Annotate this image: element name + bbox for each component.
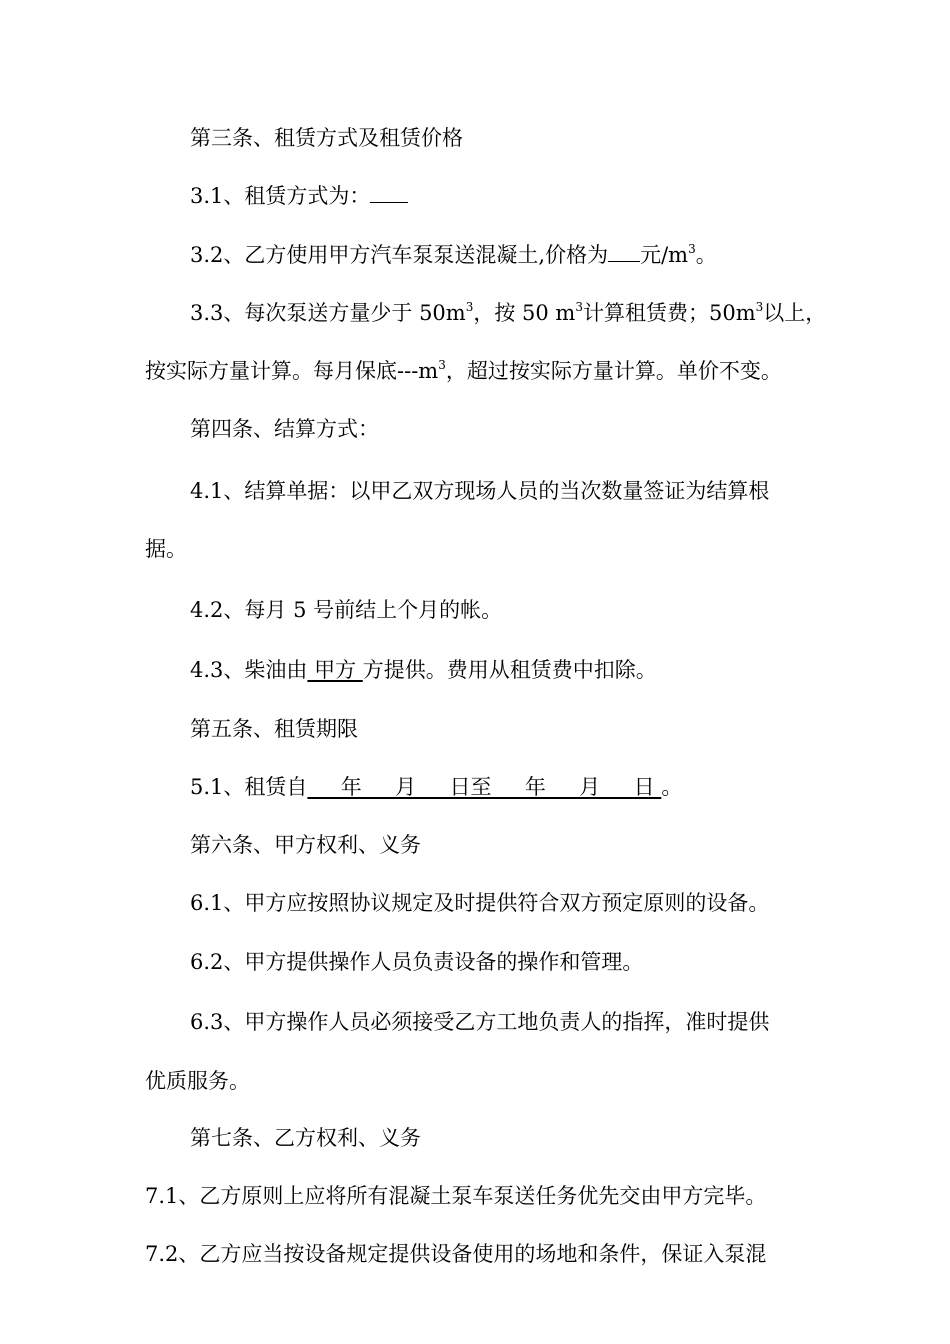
clause-6-3: 6.3、甲方操作人员必须接受乙方工地负责人的指挥，准时提供 <box>190 1010 770 1034</box>
price-blank <box>608 241 640 262</box>
clause-6-2: 6.2、甲方提供操作人员负责设备的操作和管理。 <box>190 950 644 974</box>
article-5-heading: 第五条、租赁期限 <box>190 717 358 741</box>
clause-4-2: 4.2、每月 5 号前结上个月的帐。 <box>190 598 503 622</box>
clause-4-1-cont: 据。 <box>145 537 187 561</box>
clause-6-1: 6.1、甲方应按照协议规定及时提供符合双方预定原则的设备。 <box>190 891 770 915</box>
clause-3-3: 3.3、每次泵送方量少于 $50m^3$，按 50 $m^3$计算租赁费；$50m^3$以上， <box>190 300 827 325</box>
article-3-heading: 第三条、租赁方式及租赁价格 <box>190 126 463 150</box>
clause-4-1: 4.1、结算单据：以甲乙双方现场人员的当次数量签证为结算根 <box>190 479 770 503</box>
clause-3-2: 3.2、乙方使用甲方汽车泵泵送混凝土,价格为 元$/m^3$。 <box>190 242 717 267</box>
clause-5-1: 5.1、租赁自 年 月 日至 年 月 日 。 <box>190 775 683 799</box>
clause-4-3: 4.3、柴油由 甲方 方提供。费用从租赁费中扣除。 <box>190 658 657 682</box>
article-6-heading: 第六条、甲方权利、义务 <box>190 833 421 857</box>
clause-3-1: 3.1、租赁方式为： <box>190 182 950 210</box>
article-7-heading: 第七条、乙方权利、义务 <box>190 1126 421 1150</box>
article-4-heading: 第四条、结算方式： <box>190 417 379 441</box>
fill-blank <box>370 182 408 203</box>
clause-7-2: 7.2、乙方应当按设备规定提供设备使用的场地和条件，保证入泵混 <box>145 1242 767 1266</box>
clause-3-3-cont: 按实际方量计算。每月保底$---m^3$，超过按实际方量计算。单价不变。 <box>145 358 782 383</box>
clause-6-3-cont: 优质服务。 <box>145 1069 250 1093</box>
clause-7-1: 7.1、乙方原则上应将所有混凝土泵车泵送任务优先交由甲方完毕。 <box>145 1184 767 1208</box>
